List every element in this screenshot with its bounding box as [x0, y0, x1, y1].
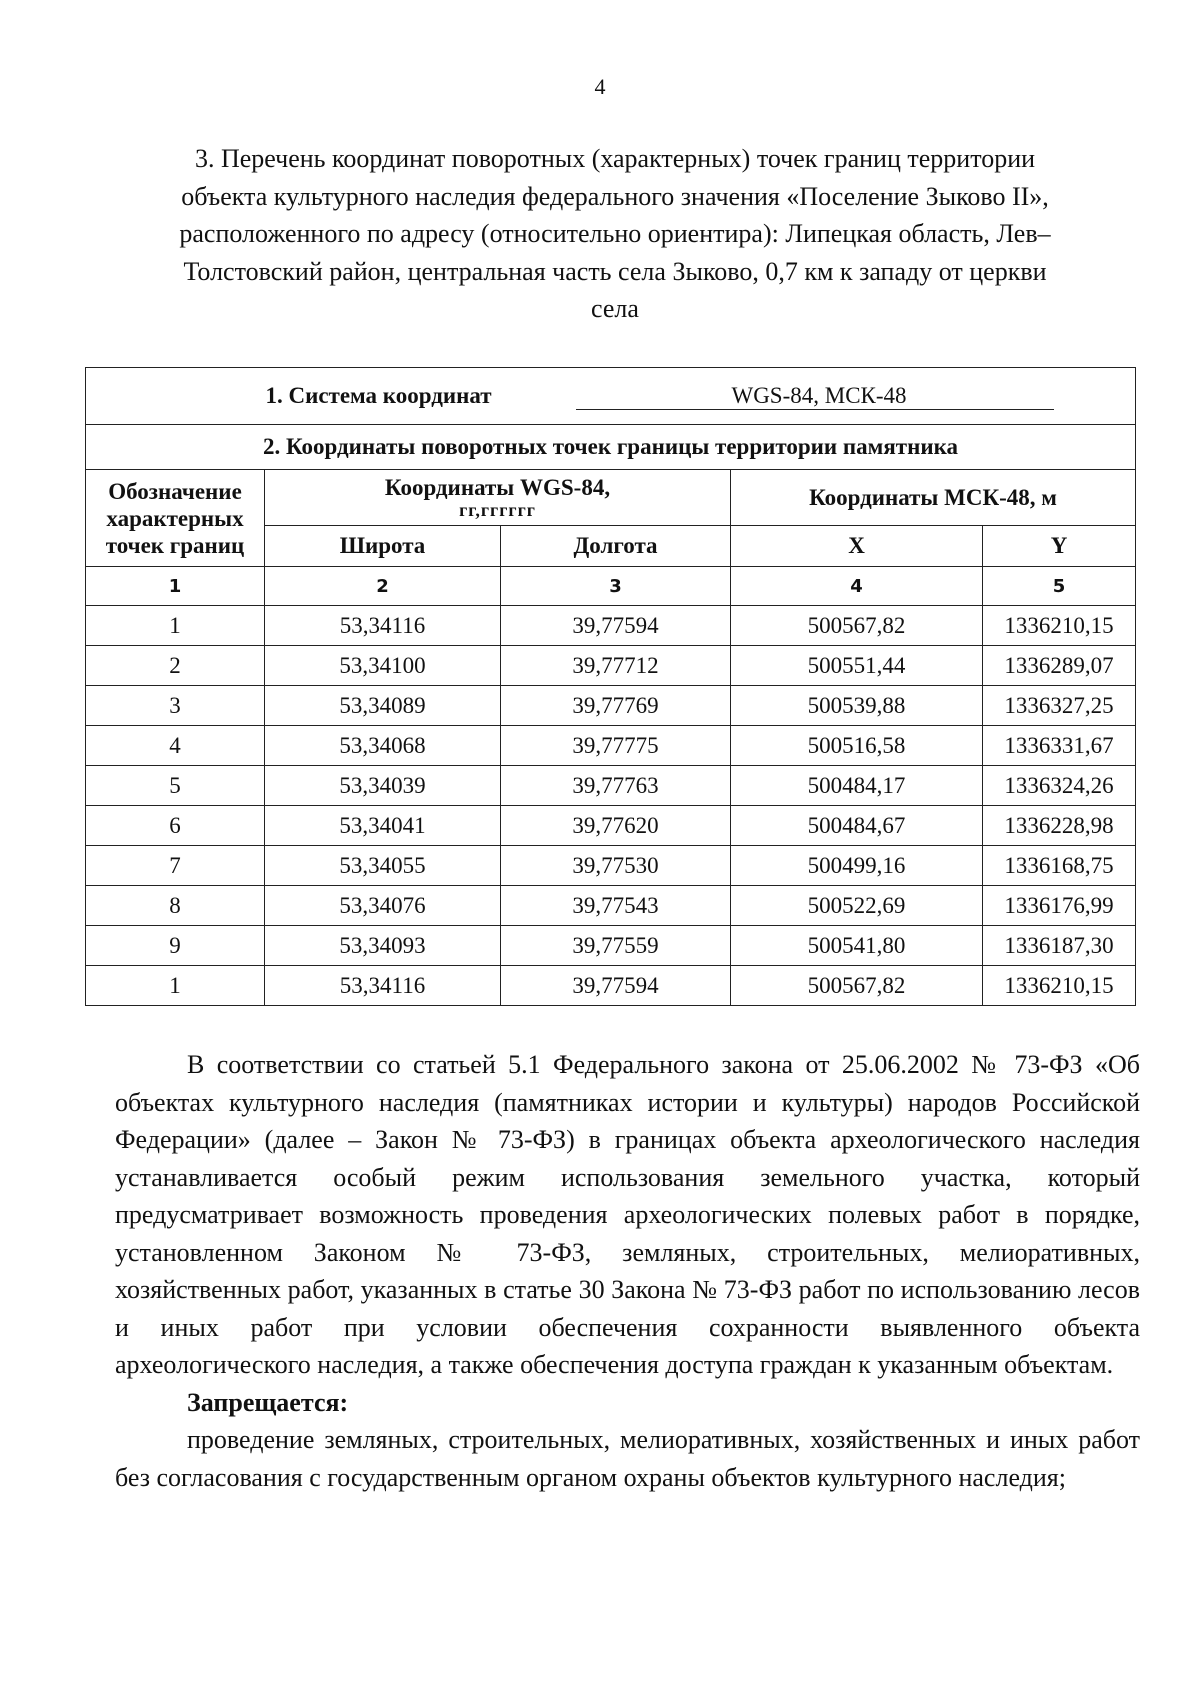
column-number: 2: [265, 567, 501, 606]
page-number: 4: [594, 74, 606, 99]
heading-line: объекта культурного наследия федерального значения «Поселение Зыково II»,: [181, 181, 1049, 211]
table-row: [86, 846, 1136, 886]
column-number: 3: [501, 567, 731, 606]
body-text: [115, 1046, 1140, 1496]
table-row: [86, 646, 1136, 686]
point-id: 9: [86, 926, 265, 966]
x-cell: 500539,88: [731, 686, 983, 726]
column-number: 4: [731, 567, 983, 606]
y-cell: 1336210,15: [983, 606, 1136, 646]
point-id: 2: [86, 646, 265, 686]
coordinate-system-value: WGS-84, МСК-48: [576, 383, 1054, 410]
longitude-cell: 39,77775: [501, 726, 731, 766]
longitude-cell: 39,77530: [501, 846, 731, 886]
header-designation: Обозначение характерных точек границ: [86, 470, 265, 567]
y-cell: 1336228,98: [983, 806, 1136, 846]
heading-line: Толстовский район, центральная часть села Зыково, 0,7 км к западу от церкви: [183, 256, 1047, 286]
longitude-cell: 39,77763: [501, 766, 731, 806]
table-row: [86, 926, 1136, 966]
latitude-cell: 53,34093: [265, 926, 501, 966]
header-x: X: [731, 526, 983, 567]
latitude-cell: 53,34076: [265, 886, 501, 926]
latitude-cell: 53,34100: [265, 646, 501, 686]
header-msk: Координаты МСК-48, м: [731, 470, 1136, 526]
prohibited-item: проведение земляных, строительных, мелиоративных, хозяйственных и иных работ без согласования с государственным органом охраны объектов культурного наследия;: [115, 1425, 1140, 1492]
y-cell: 1336289,07: [983, 646, 1136, 686]
header-latitude: Широта: [265, 526, 501, 567]
column-number: 5: [983, 567, 1136, 606]
latitude-cell: 53,34089: [265, 686, 501, 726]
header-y: Y: [983, 526, 1136, 567]
coordinates-title-row: [86, 425, 1136, 470]
coordinate-system-label: 1. Система координат: [265, 382, 492, 408]
header-wgs-unit: гг,гггггг: [459, 499, 536, 520]
column-number-row: [86, 567, 1136, 606]
x-cell: 500522,69: [731, 886, 983, 926]
table-row: [86, 806, 1136, 846]
y-cell: 1336324,26: [983, 766, 1136, 806]
prohibited-heading: Запрещается:: [187, 1387, 349, 1417]
table-row: [86, 606, 1136, 646]
section-heading: [120, 140, 1110, 328]
x-cell: 500499,16: [731, 846, 983, 886]
point-id: 1: [86, 606, 265, 646]
coordinate-system-row: [86, 368, 1136, 425]
heading-line: села: [591, 294, 639, 323]
y-cell: 1336210,15: [983, 966, 1136, 1006]
table-row: [86, 726, 1136, 766]
table-row: [86, 966, 1136, 1006]
y-cell: 1336327,25: [983, 686, 1136, 726]
point-id: 6: [86, 806, 265, 846]
latitude-cell: 53,34039: [265, 766, 501, 806]
longitude-cell: 39,77594: [501, 606, 731, 646]
point-id: 3: [86, 686, 265, 726]
x-cell: 500551,44: [731, 646, 983, 686]
x-cell: 500484,67: [731, 806, 983, 846]
table-row: [86, 886, 1136, 926]
header-wgs: [265, 470, 731, 526]
table-row: [86, 686, 1136, 726]
header-longitude: Долгота: [501, 526, 731, 567]
longitude-cell: 39,77559: [501, 926, 731, 966]
heading-line: 3. Перечень координат поворотных (характерных) точек границ территории: [194, 144, 1036, 173]
coordinates-title: 2. Координаты поворотных точек границы территории памятника: [86, 425, 1136, 470]
point-id: 5: [86, 766, 265, 806]
latitude-cell: 53,34055: [265, 846, 501, 886]
point-id: 4: [86, 726, 265, 766]
latitude-cell: 53,34068: [265, 726, 501, 766]
latitude-cell: 53,34116: [265, 966, 501, 1006]
heading-line: расположенного по адресу (относительно ориентира): Липецкая область, Лев–: [179, 219, 1051, 248]
x-cell: 500484,17: [731, 766, 983, 806]
longitude-cell: 39,77543: [501, 886, 731, 926]
y-cell: 1336187,30: [983, 926, 1136, 966]
column-number: 1: [86, 567, 265, 606]
y-cell: 1336331,67: [983, 726, 1136, 766]
longitude-cell: 39,77712: [501, 646, 731, 686]
longitude-cell: 39,77620: [501, 806, 731, 846]
point-id: 8: [86, 886, 265, 926]
table-header-row: [86, 470, 1136, 526]
latitude-cell: 53,34041: [265, 806, 501, 846]
y-cell: 1336176,99: [983, 886, 1136, 926]
header-wgs-title: Координаты WGS-84,: [384, 474, 611, 500]
point-id: 7: [86, 846, 265, 886]
table-row: [86, 766, 1136, 806]
point-id: 1: [86, 966, 265, 1006]
x-cell: 500516,58: [731, 726, 983, 766]
longitude-cell: 39,77594: [501, 966, 731, 1006]
x-cell: 500567,82: [731, 606, 983, 646]
law-paragraph: В соответствии со статьей 5.1 Федерального закона от 25.06.2002 № 73-ФЗ «Об объектах культурного наследия (памятниках истории и культуры) народов Российской Федерации» (далее – Закон № 73-ФЗ) в границах объекта археологического наследия устанавливается особый режим использования земельного участка, который предусматривает возможность проведения археологических полевых работ в порядке, установленном Законом № 73-ФЗ, земляных, строительных, мелиоративных, хозяйственных работ, указанных в статье 30 Закона № 73-ФЗ работ по использованию лесов и иных работ при условии обеспечения сохранности выявленного объекта археологического наследия, а также обеспечения доступа граждан к указанным объектам.: [115, 1050, 1140, 1379]
x-cell: 500567,82: [731, 966, 983, 1006]
y-cell: 1336168,75: [983, 846, 1136, 886]
longitude-cell: 39,77769: [501, 686, 731, 726]
latitude-cell: 53,34116: [265, 606, 501, 646]
x-cell: 500541,80: [731, 926, 983, 966]
coordinates-table: [85, 367, 1136, 1006]
